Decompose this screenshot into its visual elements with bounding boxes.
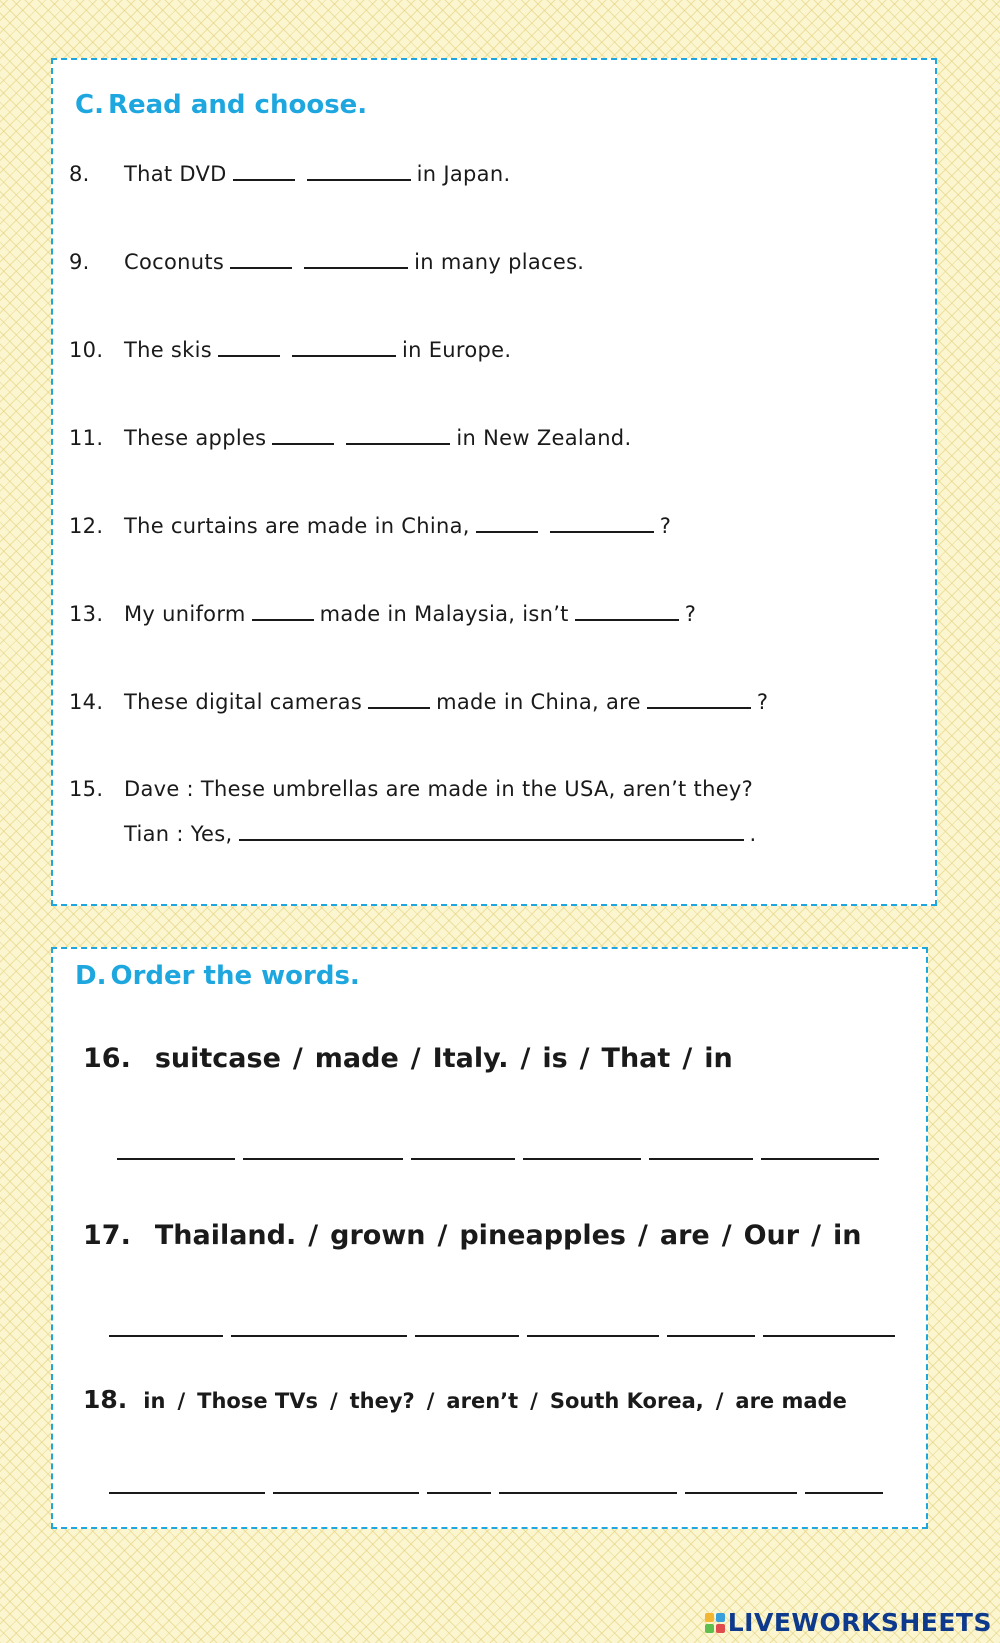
answer-slot[interactable] [427,1492,491,1494]
word-tile[interactable]: Our [743,1220,800,1251]
answer-blank[interactable] [476,513,538,533]
answer-slot[interactable] [667,1335,755,1337]
answer-line-18 [109,1492,891,1494]
answer-slot[interactable] [763,1335,895,1337]
word-tile[interactable]: aren’t [446,1389,519,1413]
question-8: 8. That DVD in Japan. [69,162,511,186]
word-tile[interactable]: is [542,1043,568,1074]
question-14: 14. These digital cameras made in China, are ? [69,690,769,714]
answer-line-16 [117,1158,887,1160]
word-tile[interactable]: are [659,1220,710,1251]
answer-blank[interactable] [252,601,314,621]
word-tile[interactable]: Those TVs [197,1389,318,1413]
liveworksheets-logo [705,1608,992,1637]
question-15-reply: Tian : Yes, . [124,822,757,846]
word-tile[interactable]: pineapples [459,1220,626,1251]
word-tile[interactable]: made [314,1043,399,1074]
word-tile[interactable]: Thailand. [154,1220,297,1251]
answer-blank[interactable] [230,249,292,269]
question-11: 11. These apples in New Zealand. [69,426,632,450]
answer-slot[interactable] [805,1492,883,1494]
answer-blank[interactable] [272,425,334,445]
answer-slot[interactable] [231,1335,407,1337]
answer-slot[interactable] [273,1492,419,1494]
word-tile[interactable]: in [832,1220,862,1251]
section-c-panel [51,58,937,906]
word-tile[interactable]: That [601,1043,671,1074]
word-tile[interactable]: in [143,1389,166,1413]
question-13: 13. My uniform made in Malaysia, isn’t ? [69,602,697,626]
question-10: 10. The skis in Europe. [69,338,512,362]
answer-slot[interactable] [685,1492,797,1494]
answer-blank[interactable] [304,249,408,269]
answer-slot[interactable] [649,1158,753,1160]
word-tile[interactable]: Italy. [432,1043,509,1074]
answer-blank[interactable] [218,337,280,357]
question-17: 17. Thailand. / grown / pineapples / are / Our / in [83,1220,862,1251]
section-c-heading: C. Read and choose. [75,90,368,120]
answer-blank[interactable] [307,161,411,181]
answer-slot[interactable] [499,1492,677,1494]
word-tile[interactable]: they? [349,1389,415,1413]
answer-blank[interactable] [233,161,295,181]
answer-slot[interactable] [415,1335,519,1337]
question-18: 18. in / Those TVs / they? / aren’t / South Korea, / are made [83,1385,847,1414]
answer-blank[interactable] [368,689,430,709]
liveworksheets-mark-icon [705,1613,725,1633]
answer-line-17 [109,1335,903,1337]
answer-blank[interactable] [346,425,450,445]
answer-blank[interactable] [292,337,396,357]
answer-slot[interactable] [523,1158,641,1160]
answer-slot[interactable] [527,1335,659,1337]
section-d-heading: D. Order the words. [75,961,360,991]
question-15: 15. Dave : These umbrellas are made in the USA, aren’t they? [69,777,754,801]
question-16: 16. suitcase / made / Italy. / is / That / in [83,1043,733,1074]
brand-name: LIVEWORKSHEETS [727,1608,992,1637]
word-tile[interactable]: are made [735,1389,847,1413]
word-tile[interactable]: South Korea, [549,1389,704,1413]
question-9: 9. Coconuts in many places. [69,250,585,274]
answer-blank[interactable] [239,821,744,841]
answer-slot[interactable] [243,1158,403,1160]
answer-slot[interactable] [117,1158,235,1160]
word-tile[interactable]: in [704,1043,733,1074]
answer-blank[interactable] [550,513,654,533]
answer-blank[interactable] [647,689,751,709]
question-12: 12. The curtains are made in China, ? [69,514,672,538]
answer-slot[interactable] [761,1158,879,1160]
answer-blank[interactable] [575,601,679,621]
section-d-panel [51,947,928,1529]
answer-slot[interactable] [109,1492,265,1494]
answer-slot[interactable] [411,1158,515,1160]
word-tile[interactable]: suitcase [154,1043,281,1074]
answer-slot[interactable] [109,1335,223,1337]
word-tile[interactable]: grown [330,1220,426,1251]
